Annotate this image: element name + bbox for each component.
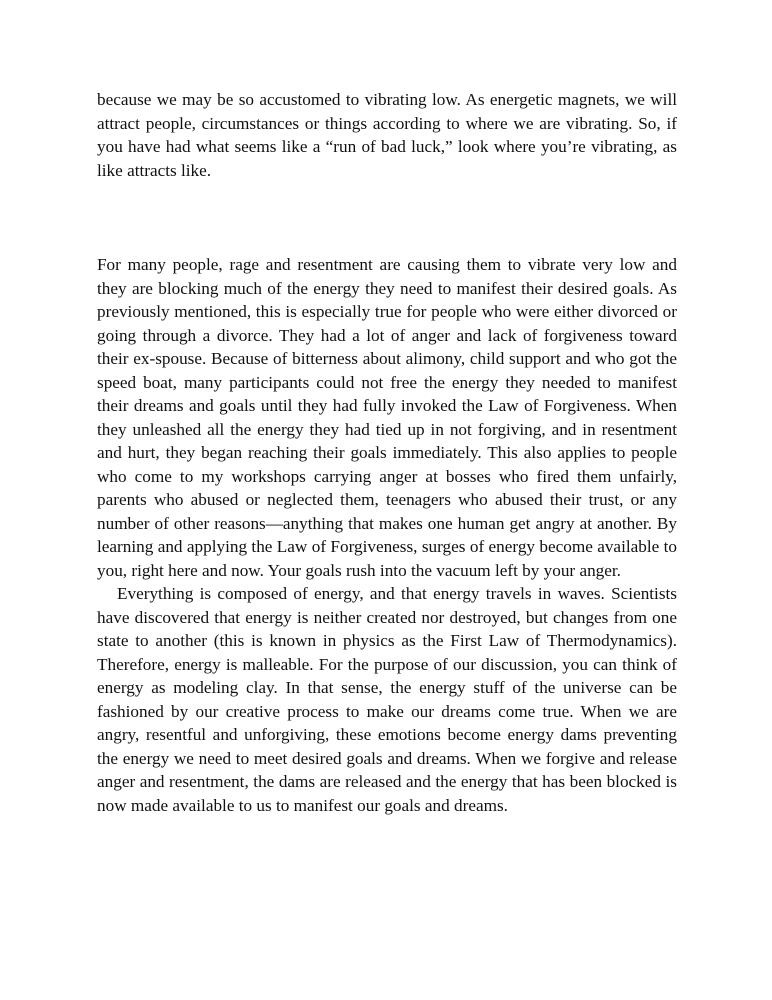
document-page [97,88,677,817]
paragraph-forgiveness: For many people, rage and resentment are causing them to vibrate very low and they are blocking much of the energy they need to manifest their desired goals. As previously mentioned, this is especially true for people who were either divorced or going through a divorce. They had a lot of anger and lack of forgiveness toward their ex-spouse. Because of bitterness about alimony, child support and who got the speed boat, many participants could not free the energy they needed to manifest their dreams and goals until they had fully invoked the Law of Forgiveness. When they unleashed all the energy they had tied up in not forgiving, and in resentment and hurt, they began reaching their goals immediately. This also applies to people who come to my workshops carrying anger at bosses who fired them unfairly, parents who abused or neglected them, teenagers who abused their trust, or any number of other reasons—anything that makes one human get angry at another. By learning and applying the Law of Forgiveness, surges of energy become available to you, right here and now. Your goals rush into the vacuum left by your anger. [97,255,677,580]
paragraph-energy: Everything is composed of energy, and that energy travels in waves. Scientists have discovered that energy is neither created nor destroyed, but changes from one state to another (this is known in physics as the First Law of Thermodynamics). Therefore, energy is malleable. For the purpose of our discussion, you can think of energy as modeling clay. In that sense, the energy stuff of the universe can be fashioned by our creative process to make our dreams come true. When we are angry, resentful and unforgiving, these emotions become energy dams preventing the energy we need to meet desired goals and dreams. When we forgive and release anger and resentment, the dams are released and the energy that has been blocked is now made available to us to manifest our goals and dreams. [97,584,677,815]
paragraph-continued: because we may be so accustomed to vibrating low. As energetic magnets, we will attract people, circumstances or things according to where we are vibrating. So, if you have had what seems like a “run of bad luck,” look where you’re vibrating, as like attracts like. [97,90,677,180]
section-spacer [97,182,677,253]
